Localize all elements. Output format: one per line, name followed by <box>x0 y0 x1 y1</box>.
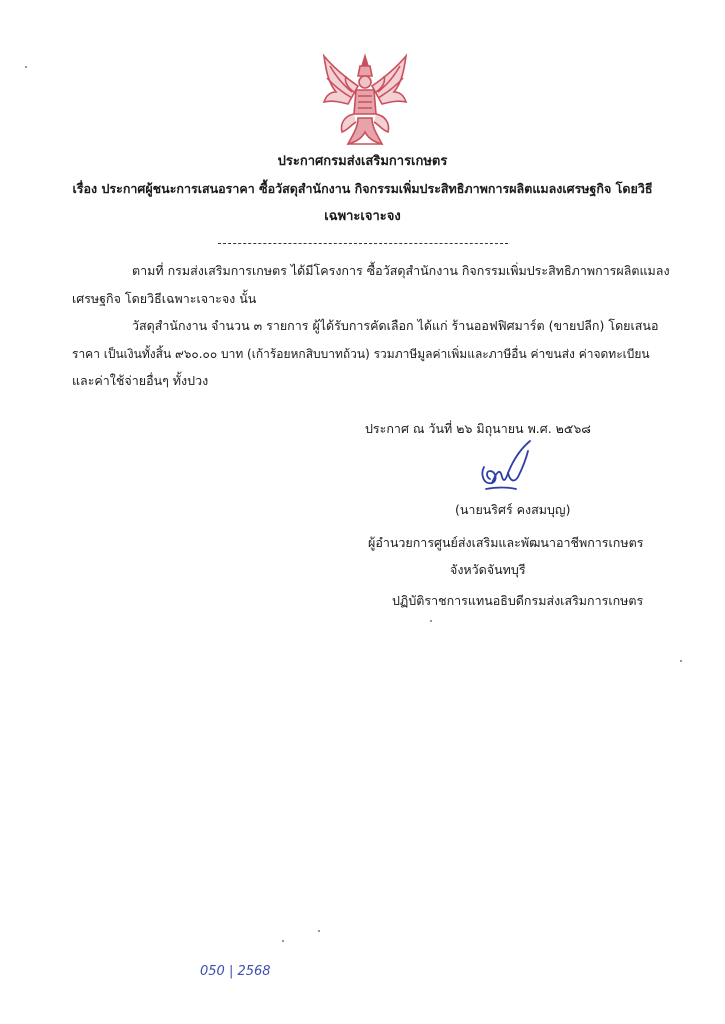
handwritten-signature-icon <box>478 437 538 495</box>
signer-acting-for: ปฏิบัติราชการแทนอธิบดีกรมส่งเสริมการเกษตร <box>392 593 644 608</box>
signer-name: (นายนริศร์ คงสมบุญ) <box>455 502 571 517</box>
paragraph-1-line-2: เศรษฐกิจ โดยวิธีเฉพาะเจาะจง นั้น <box>72 291 257 306</box>
scan-speck <box>25 66 27 68</box>
scan-speck <box>282 940 284 942</box>
signer-position: ผู้อำนวยการศูนย์ส่งเสริมและพัฒนาอาชีพการเกษตร <box>368 535 644 550</box>
paragraph-1-line-1: ตามที่ กรมส่งเสริมการเกษตร ได้มีโครงการ ซื้อวัสดุสำนักงาน กิจกรรมเพิ่มประสิทธิภาพการผลิตแมลง <box>132 263 670 278</box>
separator-rule <box>218 243 508 244</box>
garuda-emblem-icon <box>318 52 412 152</box>
paragraph-2-line-2: ราคา เป็นเงินทั้งสิ้น ๙๖๐.๐๐ บาท (เก้าร้อยหกสิบบาทถ้วน) รวมภาษีมูลค่าเพิ่มและภาษีอื่น ค่าขนส่ง ค่าจดทะเบียน <box>72 347 650 361</box>
scan-speck <box>430 620 432 622</box>
paragraph-2-line-1: วัสดุสำนักงาน จำนวน ๓ รายการ ผู้ได้รับการคัดเลือก ได้แก่ ร้านออฟฟิศมาร์ต (ขายปลีก) โดยเสนอ <box>132 318 659 333</box>
handwritten-document-number: 050 | 2568 <box>200 964 271 979</box>
paragraph-2-line-3: และค่าใช้จ่ายอื่นๆ ทั้งปวง <box>72 373 209 388</box>
document-title: ประกาศกรมส่งเสริมการเกษตร <box>277 154 448 169</box>
signer-province: จังหวัดจันทบุรี <box>450 562 526 577</box>
scan-speck <box>318 930 320 932</box>
subject-line-continued: เฉพาะเจาะจง <box>324 209 401 224</box>
announcement-date: ประกาศ ณ วันที่ ๒๖ มิถุนายน พ.ศ. ๒๕๖๘ <box>365 421 591 436</box>
scan-speck <box>680 660 682 662</box>
subject-line: เรื่อง ประกาศผู้ชนะการเสนอราคา ซื้อวัสดุสำนักงาน กิจกรรมเพิ่มประสิทธิภาพการผลิตแมลงเศรษฐกิจ โดยวิธี <box>72 181 653 196</box>
